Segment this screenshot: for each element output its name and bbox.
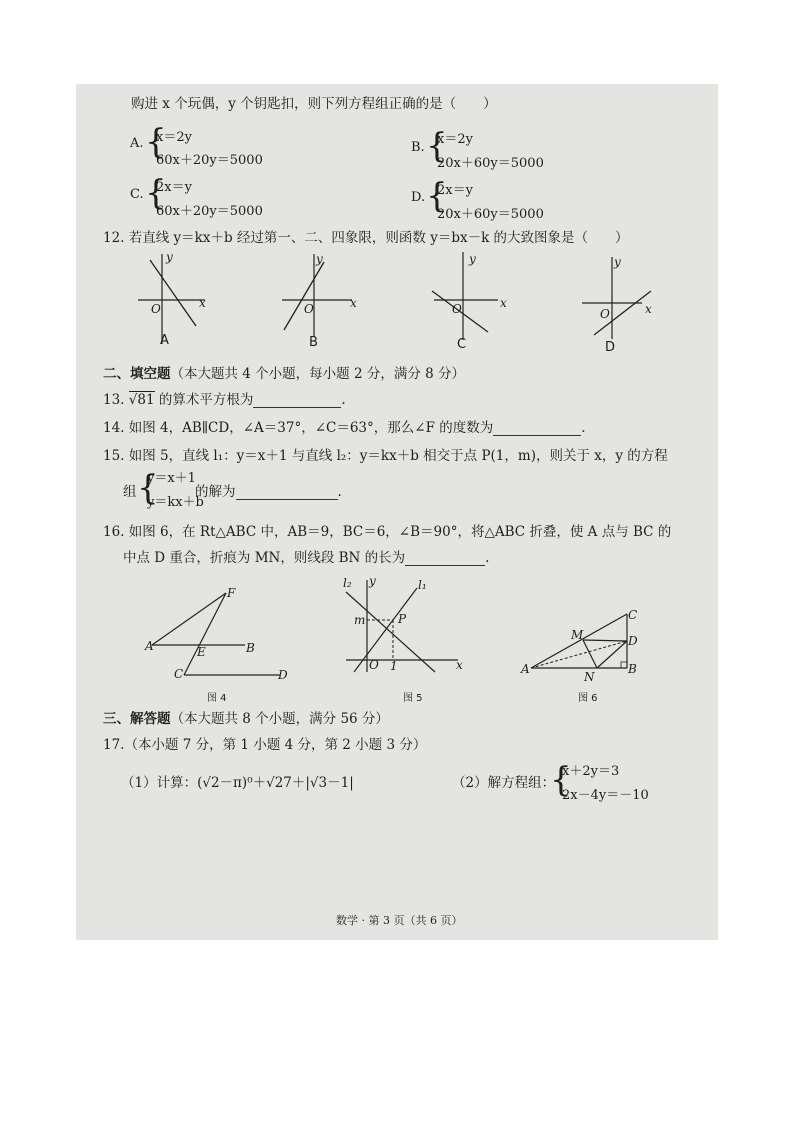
equation: 20x＋60y＝5000 — [437, 207, 544, 222]
section-title: 三、解答题 — [103, 711, 171, 727]
point-b: B — [246, 641, 255, 655]
part2-label: （2）解方程组： — [452, 775, 556, 791]
q13-text: 的算术平方根为 — [154, 392, 254, 408]
sqrt-radical: √81 — [128, 392, 155, 408]
q13-number: 13. — [103, 392, 129, 408]
label-m: m — [354, 613, 366, 627]
equation: 20x＋60y＝5000 — [437, 156, 544, 171]
q17-part1 — [121, 775, 354, 791]
segment-nd — [597, 641, 627, 668]
point-m: M — [571, 628, 584, 642]
radicand: 81 — [137, 392, 155, 408]
option-letter: D. — [411, 190, 426, 205]
label-l2: l₂ — [343, 576, 352, 590]
line-fc — [184, 593, 226, 675]
q14 — [103, 420, 586, 436]
equation: x＋2y＝3 — [562, 764, 620, 779]
figure-6-caption: 图 6 — [578, 693, 598, 704]
equation: 60x＋20y＝5000 — [156, 204, 263, 219]
part1-label: （1）计算： — [121, 775, 198, 791]
segment-md — [583, 640, 627, 641]
line-af — [152, 593, 226, 645]
equation: 60x＋20y＝5000 — [156, 153, 263, 168]
origin-label: O — [600, 307, 610, 321]
period: . — [581, 420, 586, 436]
tick-1: 1 — [390, 659, 398, 673]
option-letter: B. — [411, 140, 425, 155]
q12-stem: 12. 若直线 y＝kx＋b 经过第一、二、四象限，则函数 y＝bx－k 的大致图象是（ ） — [103, 230, 629, 246]
q15-line1: 15. 如图 5，直线 l₁：y＝x＋1 与直线 l₂：y＝kx＋b 相交于点 P(1，m)，则关于 x，y 的方程 — [103, 448, 668, 464]
figure-4-caption: 图 4 — [207, 693, 227, 704]
figure-5-caption: 图 5 — [403, 693, 423, 704]
q11-stem: 购进 x 个玩偶，y 个钥匙扣，则下列方程组正确的是（ ） — [131, 96, 497, 112]
equation: y＝x＋1 — [147, 471, 196, 486]
x-label: x — [456, 658, 463, 672]
section-3-heading — [103, 711, 389, 727]
equation: x＝2y — [437, 132, 473, 147]
figure-5 — [340, 578, 470, 678]
point-f: F — [227, 586, 236, 600]
y-label: y — [166, 250, 173, 264]
fold-mn — [583, 640, 597, 668]
x-label: x — [199, 296, 206, 310]
point-e: E — [197, 645, 206, 659]
graph-line — [150, 260, 196, 326]
q17-stem: 17.（本小题 7 分，第 1 小题 4 分，第 2 小题 3 分） — [103, 737, 427, 753]
graph-c-label: C — [457, 337, 467, 352]
equation: y＝kx＋b — [147, 495, 204, 510]
y-label: y — [369, 574, 376, 588]
equation: 2x－4y＝－10 — [562, 788, 649, 803]
origin-label: O — [151, 302, 161, 316]
brace: { — [426, 176, 448, 216]
x-label: x — [350, 296, 357, 310]
graph-line — [284, 262, 324, 330]
q15-zu: 组 — [123, 484, 137, 500]
point-d: D — [628, 634, 638, 648]
answer-blank[interactable] — [493, 421, 581, 436]
label-l1: l₁ — [418, 578, 427, 592]
answer-blank[interactable] — [236, 485, 338, 500]
section-title: 二、填空题 — [103, 366, 171, 382]
equation: 2x＝y — [437, 183, 473, 198]
page-footer: 数学 · 第 3 页（共 6 页） — [336, 914, 463, 927]
y-label: y — [614, 255, 621, 269]
period: . — [341, 392, 346, 408]
option-letter: C. — [130, 187, 144, 202]
point-c: C — [174, 667, 184, 681]
period: . — [337, 484, 342, 500]
point-c: C — [628, 608, 638, 622]
y-label: y — [316, 252, 323, 266]
answer-blank[interactable] — [253, 393, 341, 408]
y-label: y — [469, 252, 476, 266]
point-b: B — [628, 662, 637, 676]
point-n: N — [584, 670, 595, 684]
part1-expression: (√2－π)⁰＋√27＋|√3－1| — [197, 775, 354, 791]
q16-line2 — [123, 550, 489, 566]
q15-text: 的解为 — [195, 484, 236, 500]
point-a: A — [521, 662, 530, 676]
q13 — [103, 392, 346, 408]
brace: { — [137, 468, 159, 508]
q15-answer — [195, 484, 342, 500]
answer-blank[interactable] — [405, 551, 485, 566]
x-label: x — [645, 302, 652, 316]
origin-label: O — [304, 302, 314, 316]
q14-text: 14. 如图 4，AB∥CD，∠A＝37°，∠C＝63°，那么∠F 的度数为 — [103, 420, 494, 436]
origin-label: O — [369, 658, 379, 672]
origin-label: O — [452, 302, 462, 316]
graph-a — [130, 250, 210, 350]
section-2-heading — [103, 366, 465, 382]
point-a: A — [145, 639, 154, 653]
q16-line1: 16. 如图 6，在 Rt△ABC 中，AB＝9，BC＝6，∠B＝90°，将△ABC 折叠，使 A 点与 BC 的 — [103, 524, 672, 540]
equation: 2x＝y — [156, 180, 192, 195]
graph-b-label: B — [309, 335, 318, 350]
brace: { — [550, 760, 572, 800]
right-angle-mark — [621, 662, 627, 668]
section-note: （本大题共 4 个小题，每小题 2 分，满分 8 分） — [170, 366, 466, 382]
point-p: P — [398, 612, 407, 626]
q16-text: 中点 D 重合，折痕为 MN，则线段 BN 的长为 — [123, 550, 406, 566]
graph-a-label: A — [160, 333, 169, 348]
brace: { — [426, 126, 448, 166]
brace: { — [145, 122, 167, 162]
brace: { — [145, 173, 167, 213]
equation: x＝2y — [156, 130, 192, 145]
point-d: D — [278, 668, 288, 682]
figure-4 — [140, 585, 290, 685]
option-letter: A. — [130, 136, 144, 151]
section-note: （本大题共 8 个小题，满分 56 分） — [170, 711, 389, 727]
x-label: x — [500, 296, 507, 310]
period: . — [485, 550, 490, 566]
graph-d-label: D — [605, 340, 616, 355]
